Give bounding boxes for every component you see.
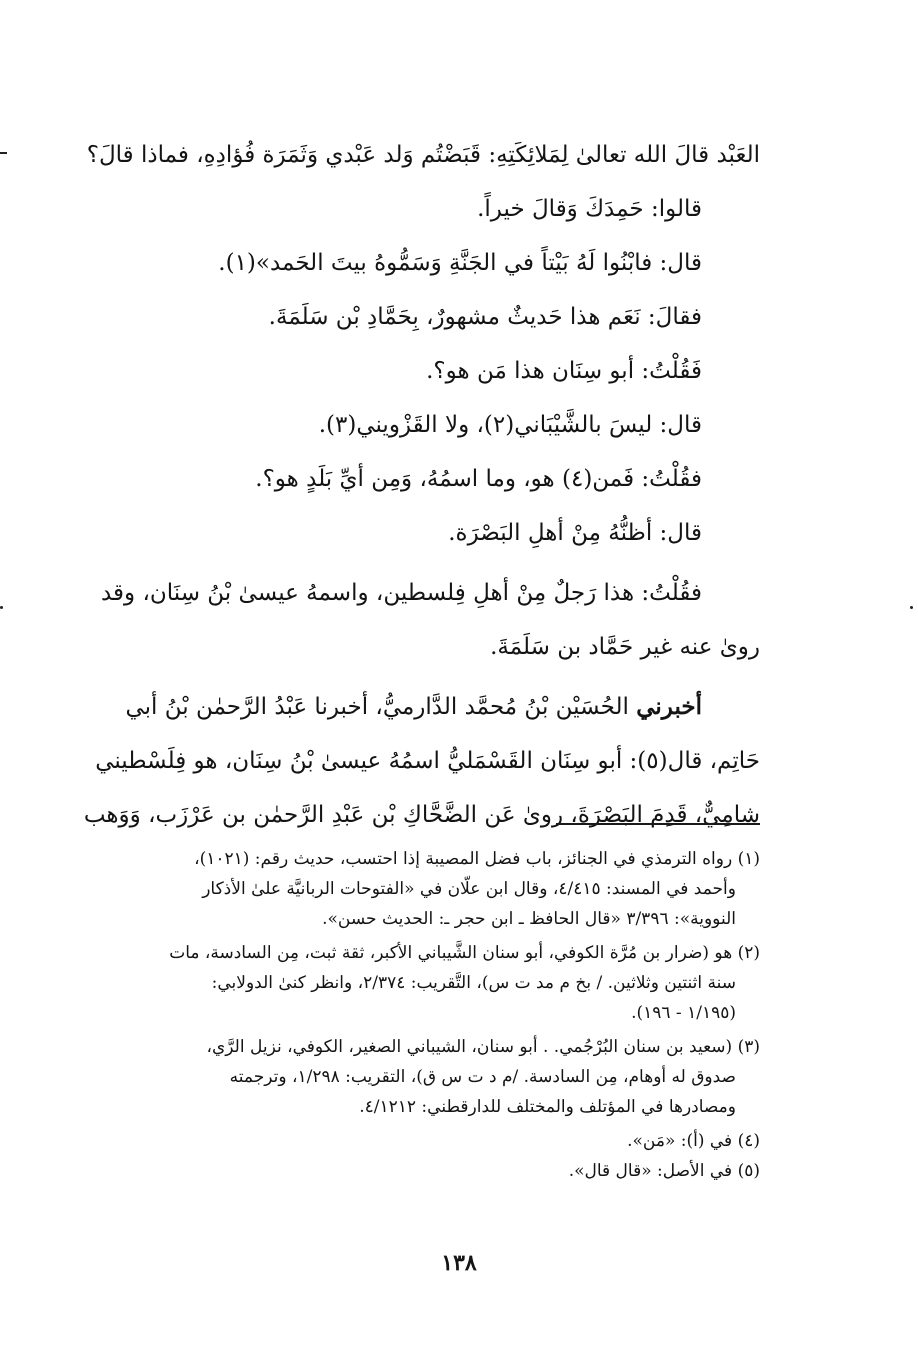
footnote-4 [60,1126,760,1156]
footnote-line: ومصادرها في المؤتلف والمختلف للدارقطني: ٤/١٢١٢. [359,1097,736,1117]
scan-edge-mark-top [0,152,7,154]
bold-lead-word: أخبرني [636,693,702,720]
page-number: ١٣٨ [441,1250,477,1276]
footnote-1 [60,844,760,934]
main-line-5: فَقُلْتُ: أبو سِنَان هذا مَن هو؟. [426,358,702,384]
footnote-line: (١/١٩٥ - ١٩٦). [631,1003,736,1023]
footnote-5 [60,1156,760,1186]
main-line-13: شامِيٌّ، قَدِمَ البَصْرَةَ، رویٰ عَن الضَّحَّاكِ بْن عَبْدِ الرَّحمٰن بن عَرْزَب، وَوَهب [83,802,760,828]
main-line-2: قالوا: حَمِدَكَ وَقالَ خيراً. [477,196,702,222]
main-line-12: حَاتِم، قال(٥): أبو سِنَان القَسْمَليُّ اسمُهُ عيسىٰ بْنُ سِنَان، هو فِلَسْطيني [95,748,760,774]
footnote-line: صدوق له أوهام، مِن السادسة. /م د ت س ق)، التقريب: ١/٢٩٨، وترجمته [229,1067,736,1087]
main-line-11 [60,680,760,734]
footnote-line: سنة اثنتين وثلاثين. / بخ م مد ت س)، التَّقريب: ٢/٣٧٤، وانظر كنىٰ الدولابي: [211,973,736,993]
footnote-line: (٥) في الأصل: «قال قال». [568,1161,760,1181]
scan-edge-mark-right [910,606,913,609]
main-line-6: قال: ليسَ بالشَّيْبَاني(٢)، ولا القَزْويني(٣). [318,412,702,438]
main-text-block [60,128,760,842]
main-line-11-rest: الحُسَيْن بْنُ مُحمَّد الدَّارميُّ، أخبرنا عَبْدُ الرَّحمٰن بْنُ أبي [125,694,637,720]
main-line-8: قال: أظنُّهُ مِنْ أهلِ البَصْرَة. [448,520,702,546]
main-line-4: فقالَ: نَعَم هذا حَديثٌ مشهورٌ، بِحَمَّادِ بْن سَلَمَةَ. [268,304,702,330]
footnote-2 [60,938,760,1028]
main-line-9: فقُلْتُ: هذا رَجلٌ مِنْ أهلِ فِلسطين، واسمهُ عيسىٰ بْنُ سِنَان، وقد [100,580,702,606]
footnote-3 [60,1032,760,1122]
footnote-line: (١) رواه الترمذي في الجنائز، باب فضل المصيبة إذا احتسب، حديث رقم: (١٠٢١)، [194,849,760,869]
footnote-line: وأحمد في المسند: ٤/٤١٥، وقال ابن علّان في «الفتوحات الربانيَّة علىٰ الأذكار [202,879,736,899]
scan-edge-mark-middle [0,606,3,609]
footnote-separator-rule [556,823,760,825]
main-line-1: العَبْد قالَ الله تعالىٰ لِمَلائِكَتِهِ: قَبَضْتُم وَلد عَبْدي وَثَمَرَة فُؤادِهِ، فماذا قالَ؟ [86,142,760,168]
main-line-10: رویٰ عنه غیر حَمَّاد بن سَلَمَةَ. [490,634,760,660]
footnote-line: النووية»: ٣/٣٩٦ «قال الحافظ ـ ابن حجر ـ: الحديث حسن». [322,909,736,929]
footnote-line: (٢) هو (ضرار بن مُرَّة الكوفي، أبو سنان الشَّيباني الأكبر، ثقة ثبت، مِن السادسة، مات [169,943,760,963]
footnote-line: (٣) (سعيد بن سنان البُرْجُمي. . أبو سنان، الشيباني الصغير، الكوفي، نزيل الرَّي، [206,1037,760,1057]
footnotes-block [60,844,760,1186]
main-line-3: قال: فابْنُوا لَهُ بَيْتاً في الجَنَّةِ وَسَمُّوهُ بيتَ الحَمد»(١). [218,250,702,276]
main-line-7: فقُلْتُ: فَمن(٤) هو، وما اسمُهُ، وَمِن أيِّ بَلَدٍ هو؟. [255,466,702,492]
footnote-line: (٤) في (أ): «مَن». [627,1131,760,1151]
